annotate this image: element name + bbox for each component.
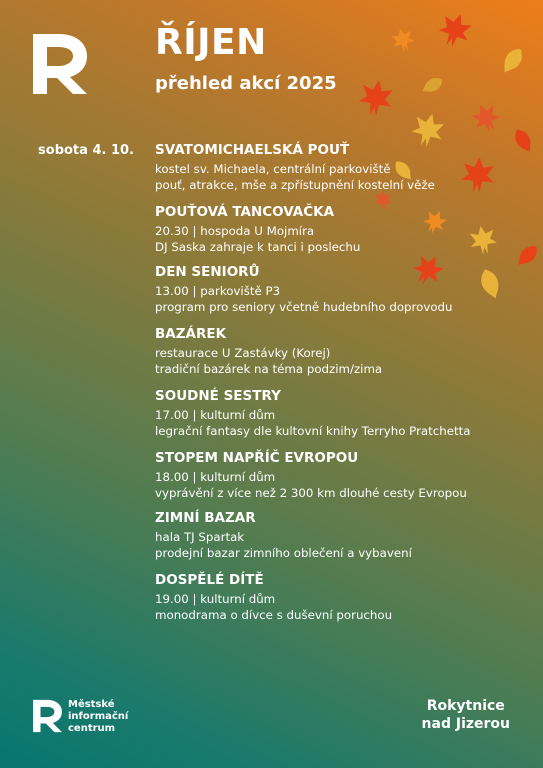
- event-name: POUŤOVÁ TANCOVAČKA: [155, 204, 335, 220]
- event-name: DEN SENIORŮ: [155, 264, 260, 280]
- event-detail: pouť, atrakce, mše a zpřístupnění kostelní věže: [155, 178, 435, 192]
- event-detail: 20.30 | hospoda U Mojmíra: [155, 224, 315, 238]
- event-detail: prodejní bazar zimního oblečení a vybavení: [155, 546, 412, 560]
- event-name: DOSPĚLÉ DÍTĚ: [155, 572, 264, 588]
- event-detail: legrační fantasy dle kultovní knihy Terryho Pratchetta: [155, 424, 471, 438]
- event-detail: 17.00 | kulturní dům: [155, 408, 276, 422]
- event-detail: DJ Saska zahraje k tanci i poslechu: [155, 240, 361, 254]
- event-date: sobota 4. 10.: [38, 143, 134, 158]
- event-name: ZIMNÍ BAZAR: [155, 510, 256, 526]
- page-title: ŘÍJEN: [155, 22, 267, 63]
- event-name: STOPEM NAPŘÍČ EVROPOU: [155, 450, 359, 466]
- event-detail: restaurace U Zastávky (Korej): [155, 346, 331, 360]
- event-detail: 19.00 | kulturní dům: [155, 592, 276, 606]
- r-logo-icon: [33, 34, 89, 94]
- event-name: BAZÁREK: [155, 326, 227, 342]
- page-subtitle: přehled akcí 2025: [155, 73, 337, 94]
- event-detail: 18.00 | kulturní dům: [155, 470, 276, 484]
- info-center-label: Městské informační centrum: [68, 699, 129, 734]
- event-detail: tradiční bazárek na téma podzim/zima: [155, 362, 383, 376]
- event-detail: vyprávění z více než 2 300 km dlouhé cesty Evropou: [155, 486, 467, 500]
- event-detail: program pro seniory včetně hudebního doprovodu: [155, 300, 453, 314]
- autumn-leaves-decoration: [343, 0, 543, 320]
- event-detail: 13.00 | parkoviště P3: [155, 284, 281, 298]
- event-name: SOUDNÉ SESTRY: [155, 388, 281, 404]
- event-detail: monodrama o dívce s duševní poruchou: [155, 608, 393, 622]
- info-center-logo-icon: [33, 698, 63, 734]
- event-detail: kostel sv. Michaela, centrální parkoviště: [155, 162, 391, 176]
- town-name: Rokytnice nad Jizerou: [421, 698, 510, 732]
- event-detail: hala TJ Spartak: [155, 530, 245, 544]
- event-name: SVATOMICHAELSKÁ POUŤ: [155, 142, 350, 158]
